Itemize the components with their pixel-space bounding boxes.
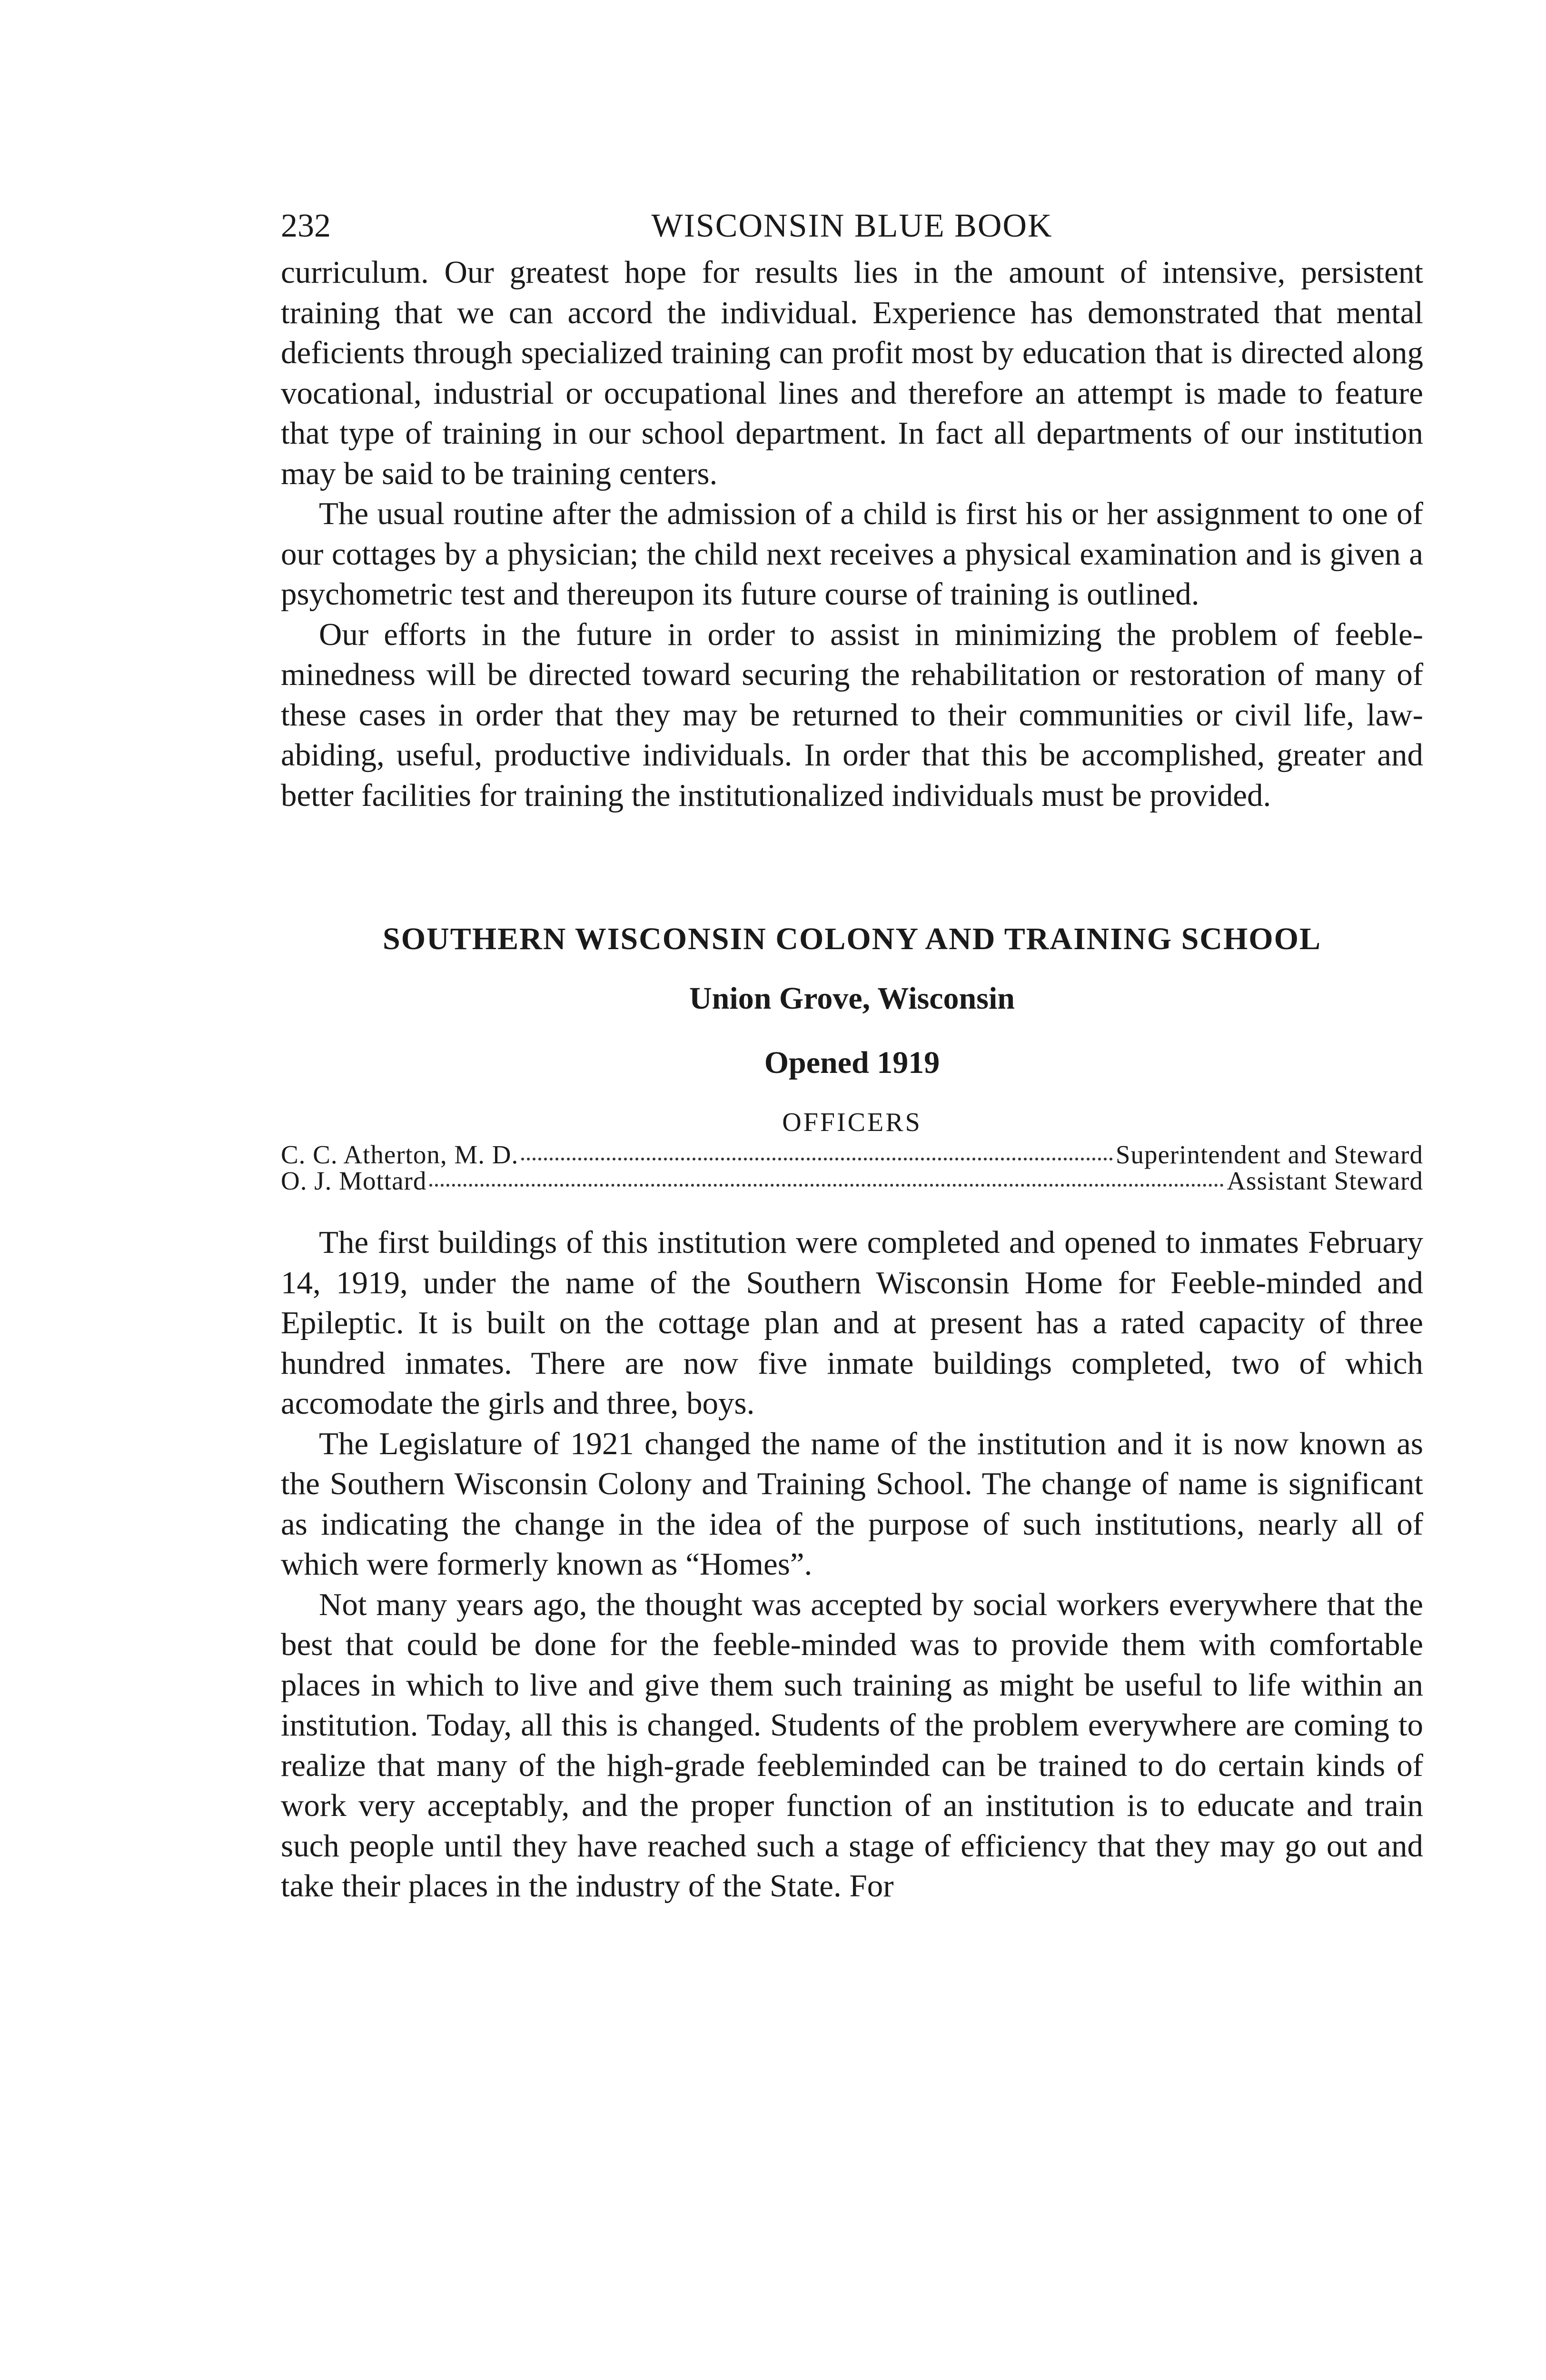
paragraph: Our efforts in the future in order to assist in minimizing the problem of feeble-minedness will be directed toward securing the rehabilitation or restoration of many of these cases in order that they may be returned to their communities or civil life, law-abiding, useful, productive individuals. In order that this be accomplished, greater and better facilities for training the institutionalized individuals must be provided. — [281, 616, 1423, 813]
dot-leader — [521, 1158, 1113, 1160]
officer-row — [281, 1168, 1423, 1194]
officer-name: O. J. Mottard — [281, 1166, 427, 1195]
officer-list — [281, 1141, 1423, 1194]
paragraph: Not many years ago, the thought was accepted by social workers everywhere that the best that could be done for the feeble-minded was to provide them with comfortable places in which to live and give them such training as might be useful to life within an institution. Today, all this is changed. Students of the problem everywhere are coming to realize that many of the high-grade feebleminded can be trained to do certain kinds of work very acceptably, and the proper function of an institution is to educate and train such people until they have reached such a stage of efficiency that they may go out and take their places in the industry of the State. For — [281, 1587, 1423, 1904]
paragraph: The Legislature of 1921 changed the name of the institution and it is now known as the Southern Wisconsin Colony and Training School. The change of name is significant as indicating the change in the idea of the purpose of such institutions, nearly all of which were formerly known as “Homes”. — [281, 1426, 1423, 1582]
running-head — [281, 200, 1423, 252]
officer-title: Assistant Steward — [1227, 1166, 1423, 1195]
officer-name: C. C. Atherton, M. D. — [281, 1140, 519, 1169]
section-opened: Opened 1919 — [764, 1045, 940, 1080]
book-title: WISCONSIN BLUE BOOK — [651, 208, 1053, 244]
page-content — [281, 200, 1423, 1906]
paragraph: The first buildings of this institution were completed and opened to inmates February 14, 1919, under the name of the Southern Wisconsin Home for Feeble-minded and Epileptic. It is built on the cottage plan and at present has a rated capacity of three hundred inmates. There are now five inmate buildings completed, two of which accomodate the girls and three, boys. — [281, 1225, 1423, 1421]
page-number: 232 — [281, 208, 331, 244]
officers-heading: OFFICERS — [782, 1108, 922, 1137]
section-body — [281, 1222, 1423, 1906]
dot-leader — [429, 1184, 1224, 1187]
paragraph: curriculum. Our greatest hope for results lies in the amount of intensive, persistent training that we can accord the individual. Experience has demonstrated that mental deficients through specialized training can profit most by education that is directed along vocational, industrial or occupational lines and therefore an attempt is made to feature that type of training in our school department. In fact all departments of our institution may be said to be training centers. — [281, 255, 1423, 491]
section-title: SOUTHERN WISCONSIN COLONY AND TRAINING SCHOOL — [383, 922, 1321, 956]
officer-row — [281, 1141, 1423, 1168]
paragraph: The usual routine after the admission of a child is first his or her assignment to one of our cottages by a physician; the child next receives a physical examination and is given a psychometric test and thereupon its future course of training is outlined. — [281, 496, 1423, 612]
section-location: Union Grove, Wisconsin — [689, 981, 1015, 1016]
officer-title: Superintendent and Steward — [1115, 1140, 1423, 1169]
